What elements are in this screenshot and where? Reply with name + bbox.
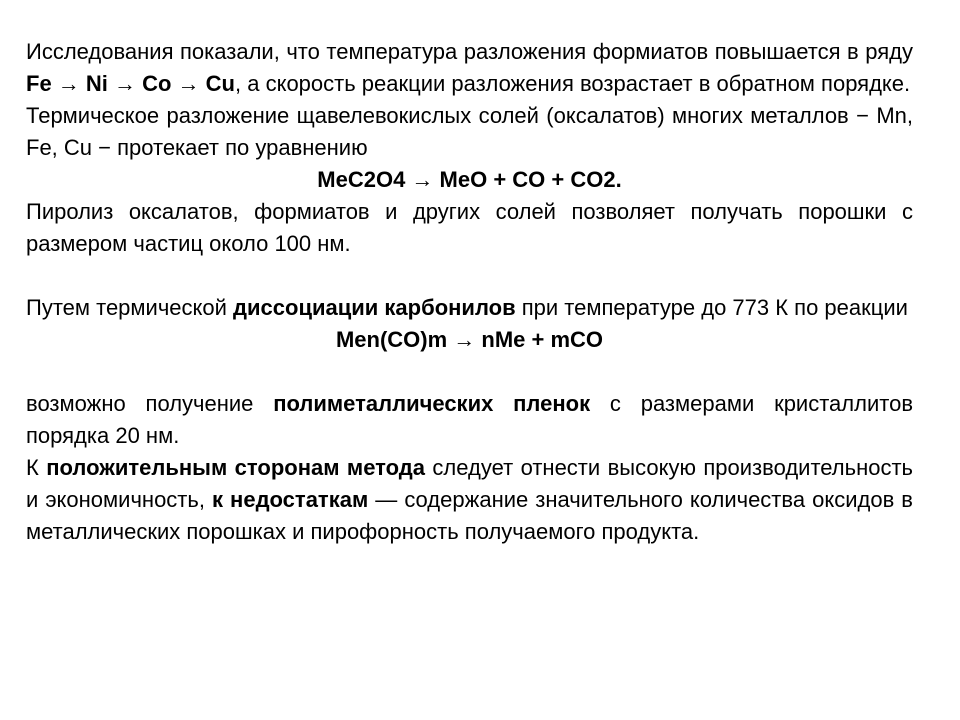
text-run: К — [26, 455, 47, 480]
bold-term: полиметаллических пленок — [273, 391, 591, 416]
slide-content — [26, 36, 913, 548]
text-run: с размерами кристаллитов порядка 20 нм. — [26, 391, 914, 448]
bold-term-disadvantages: к недостаткам — [212, 487, 369, 512]
paragraph-oxalate-decomposition: Термическое разложение щавелевокислых солей (оксалатов) многих металлов − Mn, Fe, Cu − протекает по уравнению — [26, 103, 913, 160]
text-run: следует отнести высокую производительность и экономичность, — [26, 455, 914, 512]
paragraph-polymetallic-films — [26, 388, 913, 452]
equation-oxalate: MeC2O4 → MeO + CO + CO2. — [317, 167, 622, 192]
equation-carbonyl: Men(CO)m → nMe + mCO — [335, 327, 604, 352]
paragraph-pros-cons — [26, 452, 913, 548]
bold-term-advantages: положительным сторонам метода — [46, 455, 425, 480]
text-run: Путем термической — [26, 295, 234, 320]
metal-series: Fe → Ni → Co → Cu — [26, 71, 235, 96]
paragraph-carbonyl-dissociation — [26, 292, 913, 324]
blank-line — [26, 260, 913, 292]
text-run: возможно получение — [26, 391, 274, 416]
paragraph-formate-decomposition — [26, 36, 913, 100]
blank-line — [26, 356, 913, 388]
text-run: — содержание значительного количества оксидов в металлических порошках и пирофорность получаемого продукта. — [26, 487, 913, 544]
text-run: Исследования показали, что температура разложения формиатов повышается в ряду — [26, 39, 913, 64]
text-run: , а скорость реакции разложения возрастает в обратном порядке. — [235, 71, 911, 96]
text-run: при температуре до 773 К по реакции — [515, 295, 908, 320]
paragraph-pyrolysis: Пиролиз оксалатов, формиатов и других солей позволяет получать порошки с размером частиц около 100 нм. — [26, 199, 913, 256]
bold-term: диссоциации карбонилов — [233, 295, 516, 320]
